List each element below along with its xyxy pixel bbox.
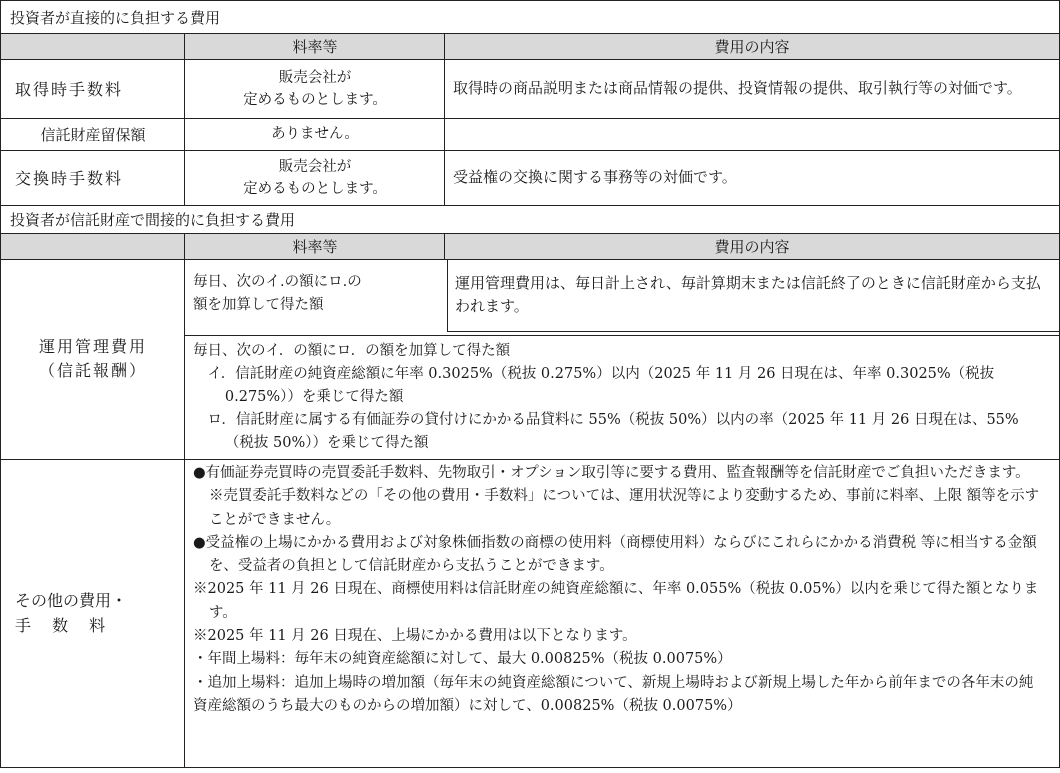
border-h xyxy=(0,459,1060,460)
border-v xyxy=(444,233,445,259)
direct-section-title: 投資者が直接的に負担する費用 xyxy=(10,8,221,27)
border-h-inner xyxy=(447,331,1060,332)
indirect-header-content: 費用の内容 xyxy=(445,233,1059,259)
border-outer-top xyxy=(0,0,1060,1)
border-h xyxy=(0,118,1060,119)
row-content-acquisition-fee xyxy=(445,59,1059,118)
direct-header-rate: 料率等 xyxy=(185,33,445,59)
label-line-1: 運用管理費用 xyxy=(38,337,147,356)
border-v xyxy=(184,33,185,205)
row-content-exchange-fee xyxy=(445,150,1059,205)
note-listing-fee: ※2025 年 11 月 26 日現在、上場にかかる費用は以下となります。 xyxy=(193,628,637,645)
border-v-inner xyxy=(447,259,448,332)
row-rate-acquisition-fee xyxy=(185,59,445,118)
rate-line-2: 額を加算して得た額 xyxy=(193,297,324,313)
other-fees-content xyxy=(185,459,1059,767)
border-h xyxy=(0,33,1060,34)
indirect-section-title: 投資者が信託財産で間接的に負担する費用 xyxy=(10,210,296,229)
border-h xyxy=(0,205,1060,206)
label-line-1: その他の費用・ xyxy=(15,591,128,610)
row-rate-exchange-fee xyxy=(185,150,445,205)
bullet-listing-trademark: ●受益権の上場にかかる費用および対象株価指数の商標の使用料（商標使用料）ならびにこれらにかかる消費税 等に相当する金額を、受益者の負担として信託財産から支払うことができます。 xyxy=(193,534,1037,575)
row-rate-trust-reserve xyxy=(185,118,445,150)
indirect-header-rate: 料率等 xyxy=(185,233,445,259)
row-label-management-fee xyxy=(1,259,185,459)
detail-ro: ロ．信託財産に属する有価証券の貸付けにかかる品貸料に 55%（税抜 50%）以内の率（2025 年 11 月 26 日現在は、55%（税抜 50%））を乗じて得た額 xyxy=(207,412,1019,451)
content-text: 取得時の商品説明または商品情報の提供、投資情報の提供、取引執行等の対価です。 xyxy=(453,79,1022,97)
content-text: 運用管理費用は、毎日計上され、毎計算期末または信託終了のときに信託財産から支払われます。 xyxy=(455,274,1041,315)
row-label-other-fees xyxy=(1,459,185,767)
border-v xyxy=(184,233,185,768)
item-additional-listing-fee: ・追加上場料：追加上場時の増加額（毎年末の純資産総額について、新規上場時および新規上場した年から前年までの各年末の純資産総額のうち最大のものからの増加額）に対して、0.00825%（税抜 0.0075%） xyxy=(193,674,1034,714)
border-h xyxy=(0,233,1060,234)
border-h xyxy=(0,150,1060,151)
row-rate-management-fee xyxy=(185,259,447,334)
note-trademark-fee: ※2025 年 11 月 26 日現在、商標使用料は信託財産の純資産総額に、年率 0.055%（税抜 0.05%）以内を乗じて得た額となります。 xyxy=(193,581,1039,621)
border-h-inner xyxy=(185,335,1060,336)
rate-line-1: 毎日、次のイ.の額にロ.の xyxy=(193,274,362,290)
detail-intro: 毎日、次のイ．の額にロ．の額を加算して得た額 xyxy=(193,343,511,359)
row-content-trust-reserve xyxy=(445,118,1059,150)
rate-line-1: 販売会社が xyxy=(278,158,352,175)
row-label-acquisition-fee: 取得時手数料 xyxy=(15,80,124,99)
row-label-exchange-fee: 交換時手数料 xyxy=(15,169,124,188)
border-v xyxy=(444,33,445,205)
label-line-2: 手 数 料 xyxy=(15,616,106,635)
row-content-management-fee xyxy=(447,259,1059,331)
item-annual-listing-fee: ・年間上場料：毎年末の純資産総額に対して、最大 0.00825%（税抜 0.0075%） xyxy=(193,651,732,668)
management-fee-details xyxy=(185,336,1059,459)
detail-i: イ．信託財産の純資産総額に年率 0.3025%（税抜 0.275%）以内（2025 年 11 月 26 日現在は、年率 0.3025%（税抜 0.275%））を乗じて得た額 xyxy=(207,366,995,405)
rate-line-1: ありません。 xyxy=(271,126,359,142)
label-line-2: （信託報酬） xyxy=(38,361,147,380)
row-label-trust-reserve: 信託財産留保額 xyxy=(40,125,146,144)
rate-line-2: 定めるものとします。 xyxy=(243,180,387,197)
border-h xyxy=(0,59,1060,60)
content-text: 受益権の交換に関する事務等の対価です。 xyxy=(453,168,737,186)
direct-header-content: 費用の内容 xyxy=(445,33,1059,59)
rate-line-1: 販売会社が xyxy=(278,69,352,86)
bullet-brokerage: ●有価証券売買時の売買委託手数料、先物取引・オプション取引等に要する費用、監査報酬等を信託財産でご負担いただきます。 ※売買委託手数料などの「その他の費用・手数料」については、運用状況等により変動するため、事前に料率、上限 額等を示すことができません。 xyxy=(193,465,1040,528)
direct-header-blank xyxy=(1,33,185,59)
rate-line-2: 定めるものとします。 xyxy=(243,91,387,108)
border-outer-bottom xyxy=(0,767,1060,768)
border-outer-left xyxy=(0,0,1,768)
border-h xyxy=(0,259,1060,260)
indirect-header-blank xyxy=(1,233,185,259)
